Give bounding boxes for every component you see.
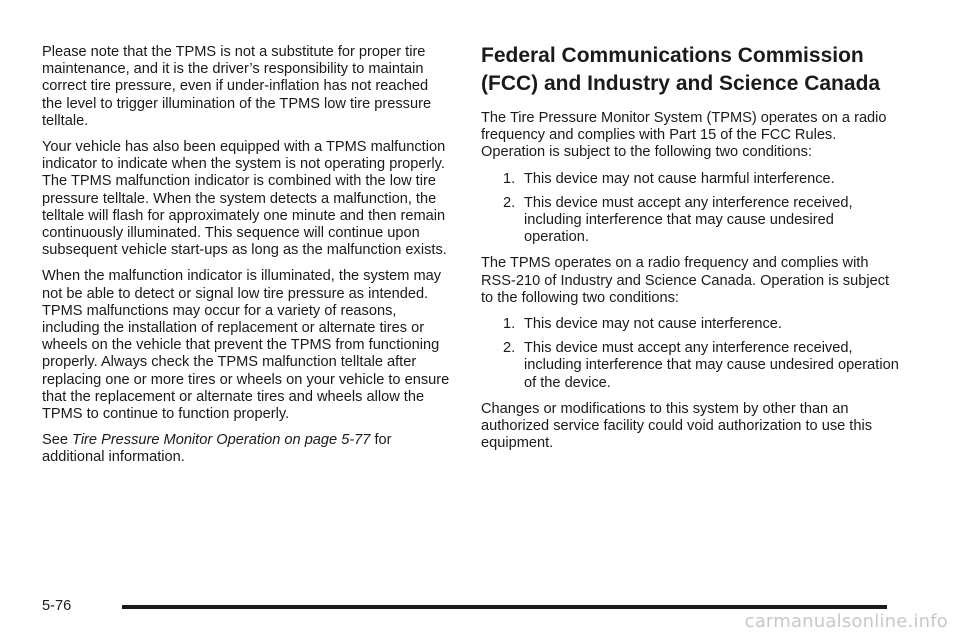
paragraph-malfunction-indicator: Your vehicle has also been equipped with a TPMS malfunction indicator to indicate when the system is not operating properly. The TPMS malfunction indicator is combined with the low tire pressure telltale. When the system detects a malfunction, the telltale will flash for approximately one minute and then remain continuously illuminated. This sequence will continue upon subsequent vehicle start-ups as long as the malfunction exists. — [42, 139, 447, 259]
section-title: Federal Communications Commission (FCC) and Industry and Science Canada — [481, 44, 881, 95]
canada-conditions-list — [481, 316, 901, 392]
list-item-number: 1. — [503, 170, 516, 187]
list-item — [481, 316, 901, 333]
right-column — [481, 42, 901, 461]
paragraph-malfunction-illuminated: When the malfunction indicator is illuminated, the system may not be able to detect or signal low tire pressure as intended. TPMS malfunctions may occur for a variety of reasons, including the installation of replacement or alternate tires or wheels on the vehicle that prevent the TPMS from functioning properly. Always check the TPMS malfunction telltale after replacing one or more tires or wheels on your vehicle to ensure that the replacement or alternate tires and wheels allow the TPMS to continue to function properly. — [42, 268, 450, 423]
list-item-text: This device may not cause harmful interference. — [524, 170, 835, 187]
paragraph-canada-intro: The TPMS operates on a radio frequency and complies with RSS-210 of Industry and Science Canada. Operation is subject to the following two conditions: — [481, 255, 890, 306]
left-column — [42, 44, 450, 476]
paragraph-closing: Changes or modifications to this system by other than an authorized service facility could void authorization to use this equipment. — [481, 400, 872, 452]
list-item — [481, 340, 901, 392]
cross-reference-link[interactable]: Tire Pressure Monitor Operation on page 5-77 — [72, 432, 371, 449]
page-number: 5-76 — [42, 598, 72, 614]
paragraph-fcc-intro: The Tire Pressure Monitor System (TPMS) operates on a radio frequency and complies with Part 15 of the FCC Rules. Operation is subject to the following two conditions: — [481, 110, 887, 161]
fcc-conditions-list — [481, 171, 901, 247]
list-item-text: This device may not cause interference. — [524, 316, 782, 333]
list-item-number: 2. — [503, 340, 516, 357]
see-suffix: for additional information. — [42, 432, 392, 466]
see-prefix: See — [42, 432, 68, 449]
paragraph-see-reference — [42, 432, 450, 466]
list-item — [481, 171, 901, 188]
list-item-number: 1. — [503, 316, 516, 333]
paragraph-tpms-not-substitute: Please note that the TPMS is not a substitute for proper tire maintenance, and it is the driver’s responsibility to maintain correct tire pressure, even if under-inflation has not reached the level to trigger illumination of the TPMS low tire pressure telltale. — [42, 44, 432, 129]
list-item-text: This device must accept any interference received, including interference that may cause undesired operation. — [524, 194, 853, 246]
watermark: carmanualsonline.info — [744, 611, 948, 632]
list-item-number: 2. — [503, 194, 516, 211]
footer-rule-divider — [122, 605, 887, 609]
list-item-text: This device must accept any interference received, including interference that may cause undesired operation of the device. — [524, 340, 899, 391]
list-item — [481, 195, 901, 247]
